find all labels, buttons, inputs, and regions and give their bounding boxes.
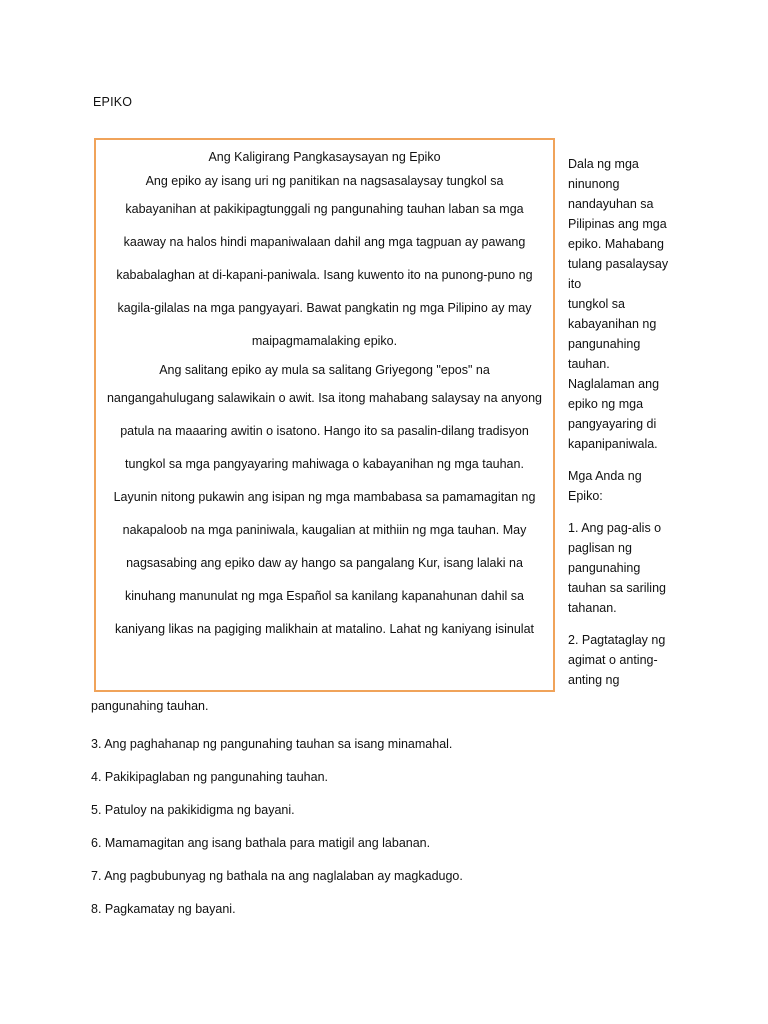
sidebar-line: tahanan.	[568, 601, 617, 615]
text-box-line: nagsasabing ang epiko daw ay hango sa pangalang Kur, isang lalaki na	[126, 556, 523, 570]
body-text	[91, 696, 561, 926]
sidebar-line: Dala ng mga	[568, 157, 639, 171]
list-item: 5. Patuloy na pakikidigma ng bayani.	[91, 803, 295, 817]
sidebar-line: 1. Ang pag-alis o	[568, 521, 662, 535]
sidebar-line: epiko ng mga	[568, 397, 644, 411]
sidebar-line: tauhan sa sariling	[568, 581, 666, 595]
sidebar-line: tulang pasalaysay	[568, 257, 669, 271]
sidebar-line: kapanipaniwala.	[568, 437, 658, 451]
sidebar-line: Epiko:	[568, 489, 603, 503]
list-item: 4. Pakikipaglaban ng pangunahing tauhan.	[91, 770, 329, 784]
text-box-line: Layunin nitong pukawin ang isipan ng mga mambabasa sa pamamagitan ng	[113, 490, 536, 504]
sidebar-line: pangunahing	[568, 561, 641, 575]
sidebar-line: anting ng	[568, 673, 620, 687]
text-box-line: kaaway na halos hindi mapaniwalaan dahil ang mga tagpuan ay pawang	[123, 235, 526, 249]
text-box-line: kababalaghan at di-kapani-paniwala. Isang kuwento ito na punong-puno ng	[116, 268, 533, 282]
sidebar-line: ninunong	[568, 177, 620, 191]
sidebar-line: Naglalaman ang	[568, 377, 660, 391]
sidebar-line: Pilipinas ang mga	[568, 217, 667, 231]
sidebar-paragraph	[568, 630, 678, 690]
list-item: 7. Ang pagbubunyag ng bathala na ang naglalaban ay magkadugo.	[91, 869, 463, 883]
sidebar-line: kabayanihan ng	[568, 317, 657, 331]
list-item: 8. Pagkamatay ng bayani.	[91, 902, 236, 916]
sidebar-line: agimat o anting-	[568, 653, 658, 667]
sidebar-line: pangyayaring di	[568, 417, 657, 431]
text-box-line: kagila-gilalas na mga pangyayari. Bawat pangkatin ng mga Pilipino ay may	[117, 301, 532, 315]
sidebar-line: nandayuhan sa	[568, 197, 654, 211]
text-box-line: patula na maaaring awitin o isatono. Hango ito sa pasalin-dilang tradisyon	[120, 424, 529, 438]
sidebar-paragraph	[568, 154, 678, 454]
text-box-line: Ang salitang epiko ay mula sa salitang Griyegong "epos" na	[159, 363, 490, 377]
text-box	[94, 138, 555, 692]
page-heading: EPIKO	[93, 95, 133, 109]
list-item: 3. Ang paghahanap ng pangunahing tauhan sa isang minamahal.	[91, 737, 453, 751]
text-box-line: nakapaloob na mga paniniwala, kaugalian at mithiin ng mga tauhan. May	[122, 523, 527, 537]
text-box-line: nangangahulugang salawikain o awit. Isa itong mahabang salaysay na anyong	[106, 391, 543, 405]
sidebar-paragraph	[568, 466, 678, 506]
sidebar-line: paglisan ng	[568, 541, 632, 555]
text-box-line: kabayanihan at pakikipagtunggali ng pangunahing tauhan laban sa mga	[125, 202, 524, 216]
sidebar-column	[568, 154, 678, 702]
text-box-line: kinuhang manunulat ng mga Español sa kanilang kapanahunan dahil sa	[125, 589, 524, 603]
text-box-title: Ang Kaligirang Pangkasaysayan ng Epiko	[208, 150, 441, 164]
sidebar-line: 2. Pagtataglay ng	[568, 633, 666, 647]
list-item: 6. Mamamagitan ang isang bathala para matigil ang labanan.	[91, 836, 431, 850]
sidebar-line: Mga Anda ng	[568, 469, 642, 483]
sidebar-paragraph	[568, 518, 678, 618]
text-box-line: Ang epiko ay isang uri ng panitikan na nagsasalaysay tungkol sa	[145, 174, 504, 188]
continuation-line: pangunahing tauhan.	[91, 699, 209, 713]
text-box-line: maipagmamalaking epiko.	[251, 334, 398, 348]
sidebar-line: epiko. Mahabang	[568, 237, 664, 251]
sidebar-line: tungkol sa	[568, 297, 625, 311]
sidebar-line: ito	[568, 277, 582, 291]
text-box-line: kaniyang likas na pagiging malikhain at matalino. Lahat ng kaniyang isinulat	[114, 622, 535, 636]
sidebar-line: pangunahing	[568, 337, 641, 351]
sidebar-line: tauhan.	[568, 357, 610, 371]
text-box-line: tungkol sa mga pangyayaring mahiwaga o kabayanihan ng mga tauhan.	[125, 457, 524, 471]
